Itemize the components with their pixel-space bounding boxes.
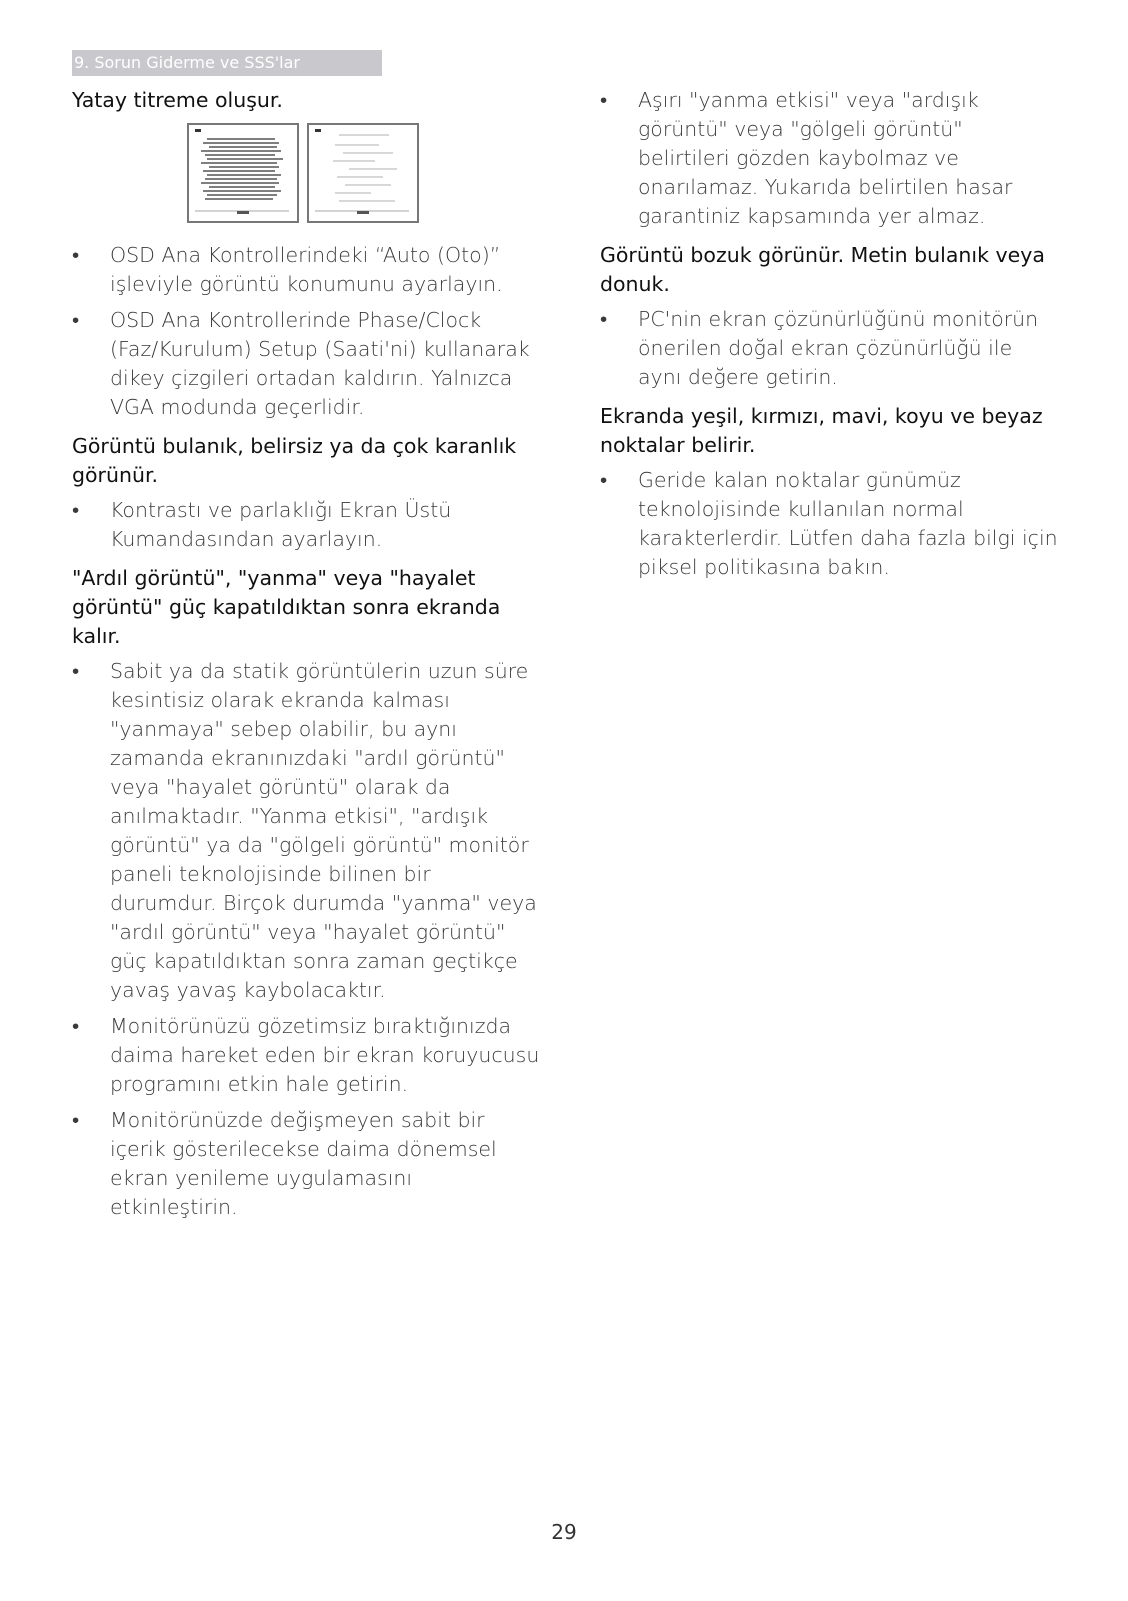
clear-lines-graphic: [309, 125, 417, 221]
list-item-text: Aşırı "yanma etkisi" veya "ardışık görüntü" veya "gölgeli görüntü" belirtileri gözden kaybolmaz ve onarılamaz. Yukarıda belirtilen hasar garantiniz kapsamında yer almaz.: [638, 88, 1013, 228]
list-item-text: Sabit ya da statik görüntülerin uzun süre kesintisiz olarak ekranda kalması "yanmaya" sebep olabilir, bu aynı zamanda ekranınızdaki "ardıl görüntü" veya "hayalet görüntü" olarak da anılmaktadır. "Yanma etkisi", "ardışık görüntü" ya da "gölgeli görüntü" monitör paneli teknolojisinde bilinen bir durumdur. Birçok durumda "yanma" veya "ardıl görüntü" veya "hayalet görüntü" güç kapatıldıktan sonra zaman geçtikçe yavaş yavaş kaybolacaktır.: [110, 659, 537, 1002]
bullet-icon: •: [72, 1108, 80, 1132]
bullet-list-section5: [600, 466, 1060, 582]
page-number: 29: [551, 1520, 577, 1544]
bullet-icon: •: [72, 308, 80, 332]
list-item: [72, 1106, 542, 1222]
monitor-flicker-image: [187, 123, 299, 223]
list-item: [72, 657, 542, 1005]
heading-horizontal-flicker: Yatay titreme oluşur.: [72, 88, 283, 112]
list-item: [72, 496, 542, 554]
heading-blurry-dark: Görüntü bulanık, belirsiz ya da çok karanlık görünür.: [72, 434, 517, 487]
list-item-text: Geride kalan noktalar günümüz teknolojisinde kullanılan normal karakterlerdir. Lütfen daha fazla bilgi için piksel politikasına bakın.: [638, 468, 1058, 579]
bullet-list-lead: [600, 86, 1060, 231]
right-column: [600, 86, 1060, 592]
monitor-clear-image: [307, 123, 419, 223]
list-item-text: OSD Ana Kontrollerinde Phase/Clock (Faz/Kurulum) Setup (Saati'ni) kullanarak dikey çizgileri ortadan kaldırın. Yalnızca VGA modunda geçerlidir.: [110, 308, 530, 419]
bullet-icon: •: [72, 1014, 80, 1038]
bullet-list-section2: [72, 496, 542, 554]
list-item-text: Monitörünüzde değişmeyen sabit bir içerik gösterilecekse daima dönemsel ekran yenileme uygulamasını etkinleştirin.: [110, 1108, 497, 1219]
left-column: [72, 86, 542, 1232]
section-tab: 9. Sorun Giderme ve SSS'lar: [72, 50, 382, 76]
heading-colored-dots: Ekranda yeşil, kırmızı, mavi, koyu ve beyaz noktalar belirir.: [600, 404, 1043, 457]
bullet-list-section3: [72, 657, 542, 1222]
list-item-text: OSD Ana Kontrollerindeki “Auto (Oto)” işleviyle görüntü konumunu ayarlayın.: [110, 243, 503, 296]
bullet-icon: •: [600, 307, 608, 331]
list-item: [72, 1012, 542, 1099]
list-item: [600, 305, 1060, 392]
flicker-lines-graphic: [189, 125, 297, 221]
list-item-text: Kontrastı ve parlaklığı Ekran Üstü Kumandasından ayarlayın.: [110, 498, 452, 551]
bullet-list-section4: [600, 305, 1060, 392]
bullet-icon: •: [72, 498, 80, 522]
list-item-text: Monitörünüzü gözetimsiz bıraktığınızda daima hareket eden bir ekran koruyucusu programını etkin hale getirin.: [110, 1014, 540, 1096]
flicker-illustration: [187, 123, 542, 223]
bullet-icon: •: [600, 468, 608, 492]
list-item: [600, 86, 1060, 231]
heading-distorted-image: Görüntü bozuk görünür. Metin bulanık veya donuk.: [600, 243, 1045, 296]
bullet-icon: •: [72, 659, 80, 683]
bullet-icon: •: [72, 243, 80, 267]
list-item-text: PC'nin ekran çözünürlüğünü monitörün önerilen doğal ekran çözünürlüğü ile aynı değere getirin.: [638, 307, 1039, 389]
bullet-icon: •: [600, 88, 608, 112]
list-item: [72, 306, 542, 422]
bullet-list-section1: [72, 241, 542, 422]
list-item: [72, 241, 542, 299]
list-item: [600, 466, 1060, 582]
heading-image-retention: "Ardıl görüntü", "yanma" veya "hayalet görüntü" güç kapatıldıktan sonra ekranda kalır.: [72, 566, 501, 648]
